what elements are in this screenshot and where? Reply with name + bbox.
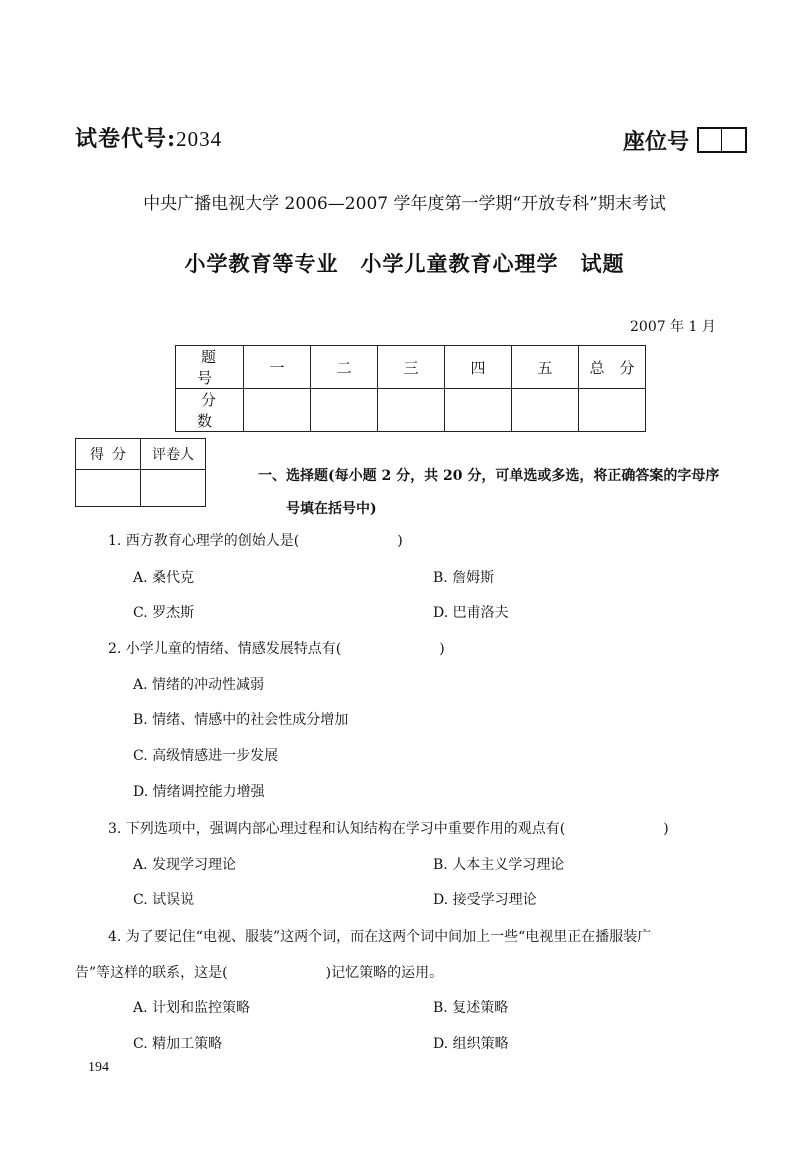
score-table-cell: 二 xyxy=(311,346,378,389)
grader-name-cell xyxy=(141,470,206,507)
score-table-cell: 题 号 xyxy=(176,346,244,389)
score-input-cell xyxy=(512,389,579,432)
score-table-cell: 总 分 xyxy=(579,346,646,389)
question-2-option-a: A. 情绪的冲动性减弱 xyxy=(133,677,265,693)
score-table-header-row xyxy=(176,346,646,389)
score-input-cell xyxy=(311,389,378,432)
question-1-option-a: A. 桑代克 xyxy=(133,570,195,586)
question-4-stem-continued: 告”等这样的联系，这是( )记忆策略的运用。 xyxy=(75,965,444,981)
grader-score-cell xyxy=(76,470,141,507)
score-input-cell xyxy=(244,389,311,432)
score-input-cell xyxy=(445,389,512,432)
question-2-stem: 2. 小学儿童的情绪、情感发展特点有( ) xyxy=(108,641,445,657)
section-heading: 一、选择题(每小题 2 分，共 20 分，可单选或多选，将正确答案的字母序 xyxy=(258,468,720,484)
score-table-cell: 四 xyxy=(445,346,512,389)
score-table-cell: 三 xyxy=(378,346,445,389)
page-number: 194 xyxy=(88,1060,109,1075)
question-1-stem: 1. 西方教育心理学的创始人是( ) xyxy=(108,533,403,549)
question-4-option-b: B. 复述策略 xyxy=(433,1000,509,1016)
grader-name-label: 评卷人 xyxy=(141,439,206,470)
question-4-option-a: A. 计划和监控策略 xyxy=(133,1000,251,1016)
question-2-option-d: D. 情绪调控能力增强 xyxy=(133,784,265,800)
seat-number-label: 座位号 xyxy=(623,129,690,155)
score-table-cell: 一 xyxy=(244,346,311,389)
score-input-cell xyxy=(579,389,646,432)
question-4-option-d: D. 组织策略 xyxy=(433,1036,509,1052)
question-1-option-c: C. 罗杰斯 xyxy=(133,605,195,621)
question-3-option-b: B. 人本主义学习理论 xyxy=(433,857,565,873)
paper-code-number: 2034 xyxy=(176,127,223,151)
score-table-score-row xyxy=(176,389,646,432)
grader-score-label: 得分 xyxy=(76,439,141,470)
question-2-option-c: C. 高级情感进一步发展 xyxy=(133,748,279,764)
exam-date: 2007 年 1 月 xyxy=(630,319,716,335)
question-3-option-c: C. 试误说 xyxy=(133,892,195,908)
question-2-option-b: B. 情绪、情感中的社会性成分增加 xyxy=(133,712,349,728)
section-heading-continued: 号填在括号中) xyxy=(286,501,377,517)
question-3-option-a: A. 发现学习理论 xyxy=(133,857,237,873)
score-table xyxy=(175,345,646,432)
seat-number-box xyxy=(697,127,747,153)
score-table-cell: 五 xyxy=(512,346,579,389)
question-1-option-d: D. 巴甫洛夫 xyxy=(433,605,509,621)
paper-code-label: 试卷代号: xyxy=(75,126,177,152)
question-3-option-d: D. 接受学习理论 xyxy=(433,892,537,908)
score-table-cell: 分 数 xyxy=(176,389,244,432)
question-4-stem: 4. 为了要记住“电视、服装”这两个词，而在这两个词中间加上一些“电视里正在播服装广 xyxy=(108,929,652,945)
grader-table xyxy=(75,438,206,507)
question-3-stem: 3. 下列选项中，强调内部心理过程和认知结构在学习中重要作用的观点有( ) xyxy=(108,821,669,837)
question-1-option-b: B. 詹姆斯 xyxy=(433,570,495,586)
question-4-option-c: C. 精加工策略 xyxy=(133,1036,223,1052)
subject-title: 小学教育等专业 小学儿童教育心理学 试题 xyxy=(184,251,625,276)
exam-title: 中央广播电视大学 2006—2007 学年度第一学期“开放专科”期末考试 xyxy=(143,194,666,214)
score-input-cell xyxy=(378,389,445,432)
paper-code xyxy=(75,122,222,153)
